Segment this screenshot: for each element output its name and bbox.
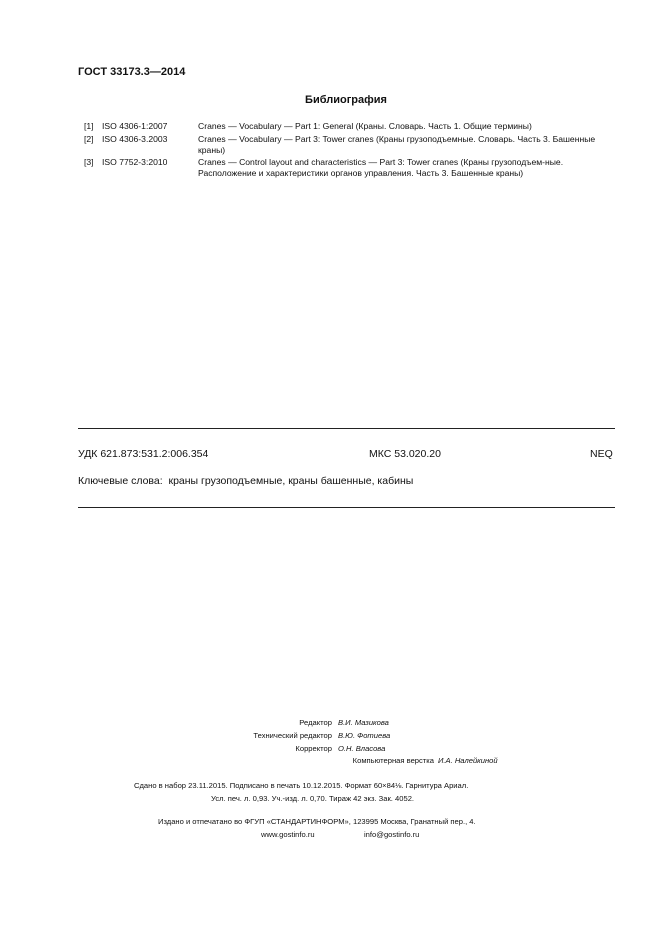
keywords-label: Ключевые слова: <box>78 475 163 487</box>
bibliography-entry <box>84 121 614 132</box>
bibliography-title: Библиография <box>305 94 387 106</box>
entry-number: [2] <box>84 134 94 144</box>
entry-title: Cranes — Control layout and characteristics — Part 3: Tower cranes (Краны грузоподъем-ные. Расположение и характеристики органов управления. Часть 3. Башенные краны) <box>198 157 564 179</box>
entry-number: [3] <box>84 157 94 167</box>
imprint-address: Издано и отпечатано во ФГУП «СТАНДАРТИНФОРМ», 123995 Москва, Гранатный пер., 4. <box>158 817 476 826</box>
imprint-website: www.gostinfo.ru <box>261 830 315 839</box>
neq-label: NEQ <box>590 448 613 460</box>
credit-name: В.И. Мазикова <box>338 718 389 727</box>
credit-role: Редактор <box>299 718 332 727</box>
entry-title: Cranes — Vocabulary — Part 3: Tower cranes (Краны грузоподъемные. Словарь. Часть 3. Башенные краны) <box>198 134 596 156</box>
bibliography-entry <box>84 157 614 180</box>
credits-block <box>0 717 661 768</box>
credit-role: Компьютерная верстка <box>352 756 434 766</box>
credit-name: И.А. Налейкиной <box>438 756 498 766</box>
keywords-text: краны грузоподъемные, краны башенные, кабины <box>168 475 414 487</box>
credit-name: В.Ю. Фотиева <box>338 730 391 740</box>
udk-code: УДК 621.873:531.2:006.354 <box>78 448 209 460</box>
keywords-line <box>78 475 413 487</box>
credit-row <box>0 730 661 743</box>
credit-role: Корректор <box>295 743 332 753</box>
divider-top <box>78 428 615 429</box>
credit-name: О.Н. Власова <box>338 743 386 753</box>
entry-number: [1] <box>84 121 94 131</box>
credit-row <box>0 717 661 730</box>
entry-standard: ISO 4306-1:2007 <box>102 121 168 131</box>
divider-bottom <box>78 507 615 508</box>
mks-code: МКС 53.020.20 <box>369 448 441 460</box>
credit-row <box>0 743 661 756</box>
entry-standard: ISO 4306-3.2003 <box>102 134 168 144</box>
credit-row <box>0 755 661 768</box>
bibliography-entry <box>84 134 614 157</box>
credit-role: Технический редактор <box>253 730 332 740</box>
publication-details-line2: Усл. печ. л. 0,93. Уч.-изд. л. 0,70. Тираж 42 экз. Зак. 4052. <box>211 794 415 803</box>
entry-title: Cranes — Vocabulary — Part 1: General (Краны. Словарь. Часть 1. Общие термины) <box>198 121 532 131</box>
entry-standard: ISO 7752-3:2010 <box>102 157 168 167</box>
imprint-email: info@gostinfo.ru <box>364 830 420 839</box>
document-number: ГОСТ 33173.3—2014 <box>78 66 186 78</box>
publication-details-line1: Сдано в набор 23.11.2015. Подписано в печать 10.12.2015. Формат 60×84⅛. Гарнитура Ариал. <box>134 781 469 790</box>
